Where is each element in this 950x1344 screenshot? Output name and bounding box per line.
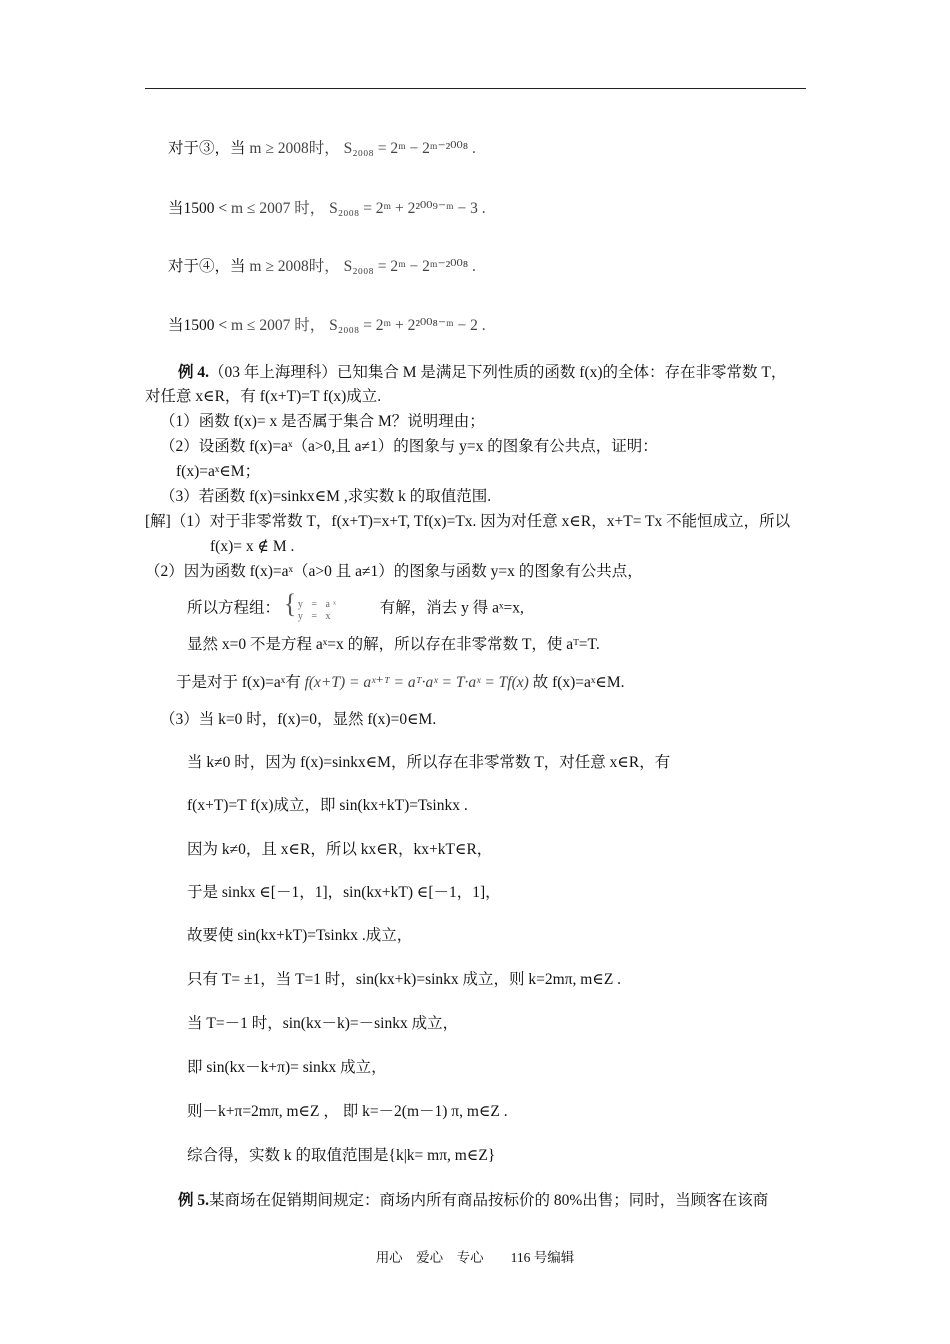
solution-part3-i: 则－k+π=2mπ, m∈Z ， 即 k=－2(m－1) π, m∈Z . xyxy=(187,1103,508,1120)
solution-part1-conclusion: f(x)= x ∉ M . xyxy=(210,538,295,555)
ex4-line1 xyxy=(178,362,786,384)
case3-l1-equation: S₂₀₀₈ = 2ᵐ − 2ᵐ⁻²⁰⁰⁸ . xyxy=(343,140,476,157)
derivation-prefix: 于是对于 f(x)=aˣ有 xyxy=(176,674,301,691)
ex4-question1: （1）函数 f(x)= x 是否属于集合 M？说明理由； xyxy=(160,413,485,430)
brace-glyph: { xyxy=(283,588,297,619)
solution-part3-h: 即 sin(kx－k+π)= sinkx 成立， xyxy=(187,1059,387,1076)
ex4-label: 例 4. xyxy=(178,364,210,381)
case3-line1 xyxy=(168,138,476,160)
case4-l2-prefix: 当1500 < xyxy=(168,317,228,334)
equation-system xyxy=(283,588,376,622)
case4-l1-equation: S₂₀₀₈ = 2ᵐ − 2ᵐ⁻²⁰⁰⁸ . xyxy=(343,258,476,275)
case3-l1-prefix: 对于③，当 xyxy=(168,140,246,157)
ex4-question3: （3）若函数 f(x)=sinkx∈M ,求实数 k 的取值范围. xyxy=(160,488,492,505)
solution-part1: [解]（1）对于非零常数 T，f(x+T)=x+T, Tf(x)=Tx. 因为对任意 x∈R，x+T= Tx 不能恒成立，所以 xyxy=(145,513,791,530)
case4-l2-equation: S₂₀₀₈ = 2ᵐ + 2²⁰⁰⁸⁻ᵐ − 2 . xyxy=(329,317,486,334)
system-suffix: 有解，消去 y 得 aˣ=x, xyxy=(379,599,524,617)
solution-part3-e: 故要使 sin(kx+kT)=Tsinkx .成立， xyxy=(187,927,413,944)
system-row2: y = x xyxy=(297,611,334,622)
solution-part2: （2）因为函数 f(x)=aˣ（a>0 且 a≠1）的图象与函数 y=x 的图象有公共点， xyxy=(145,563,643,580)
ex4-question2-cont: f(x)=aˣ∈M； xyxy=(176,463,261,480)
case4-l2-condition: m ≤ 2007 时， xyxy=(231,317,326,334)
system-prefix: 所以方程组： xyxy=(187,599,281,617)
solution-part3-summary: 综合得，实数 k 的取值范围是{k|k= mπ, m∈Z} xyxy=(187,1147,496,1164)
case4-l1-condition: m ≥ 2008时， xyxy=(249,258,340,275)
case3-l2-condition: m ≤ 2007 时， xyxy=(231,200,326,217)
case3-l2-equation: S₂₀₀₈ = 2ᵐ + 2²⁰⁰⁹⁻ᵐ − 3 . xyxy=(329,200,486,217)
solution-part3-a: 当 k≠0 时，因为 f(x)=sinkx∈M，所以存在非零常数 T，对任意 x∈R，有 xyxy=(187,754,671,771)
solution-part3-b: f(x+T)=T f(x)成立，即 sin(kx+kT)=Tsinkx . xyxy=(187,797,468,814)
ex5-line1 xyxy=(178,1190,768,1212)
header-rule xyxy=(145,88,806,89)
case4-line2 xyxy=(168,315,486,337)
derivation-equation: f(x+T) = aˣ⁺ᵀ = aᵀ·aˣ = T·aˣ = Tf(x) xyxy=(304,674,529,691)
case3-line2 xyxy=(168,198,486,220)
solution-part2-derivation xyxy=(176,672,625,694)
ex5-label: 例 5. xyxy=(178,1192,210,1209)
solution-part2-system-line xyxy=(187,588,524,622)
case3-l2-prefix: 当1500 < xyxy=(168,200,228,217)
solution-part3-f: 只有 T= ±1，当 T=1 时，sin(kx+k)=sinkx 成立，则 k=2mπ, m∈Z . xyxy=(187,971,622,988)
solution-part3: （3）当 k=0 时，f(x)=0，显然 f(x)=0∈M. xyxy=(160,711,437,728)
ex4-question2: （2）设函数 f(x)=aˣ（a>0,且 a≠1）的图象与 y=x 的图象有公共点，证明： xyxy=(160,438,658,455)
solution-part3-c: 因为 k≠0，且 x∈R，所以 kx∈R，kx+kT∈R， xyxy=(187,841,493,858)
ex4-statement: （03 年上海理科）已知集合 M 是满足下列性质的函数 f(x)的全体：存在非零常数 T， xyxy=(209,364,787,381)
case3-l1-condition: m ≥ 2008时， xyxy=(249,140,340,157)
solution-part3-g: 当 T=－1 时，sin(kx－k)=－sinkx 成立， xyxy=(187,1015,459,1032)
system-row1: y = aˣ xyxy=(297,599,339,610)
ex4-line2: 对任意 x∈R，有 f(x+T)=T f(x)成立. xyxy=(145,388,382,405)
solution-part2-existence: 显然 x=0 不是方程 aˣ=x 的解，所以存在非零常数 T，使 aᵀ=T. xyxy=(187,636,600,653)
ex5-statement: 某商场在促销期间规定：商场内所有商品按标价的 80%出售；同时，当顾客在该商 xyxy=(209,1192,769,1209)
derivation-conclusion: 故 f(x)=aˣ∈M. xyxy=(532,674,625,691)
solution-part3-d: 于是 sinkx ∈[－1，1]，sin(kx+kT) ∈[－1，1]， xyxy=(187,884,501,901)
case4-line1 xyxy=(168,256,476,278)
case4-l1-prefix: 对于④，当 xyxy=(168,258,246,275)
page-footer: 用心 爱心 专心 116 号编辑 xyxy=(375,1250,575,1265)
